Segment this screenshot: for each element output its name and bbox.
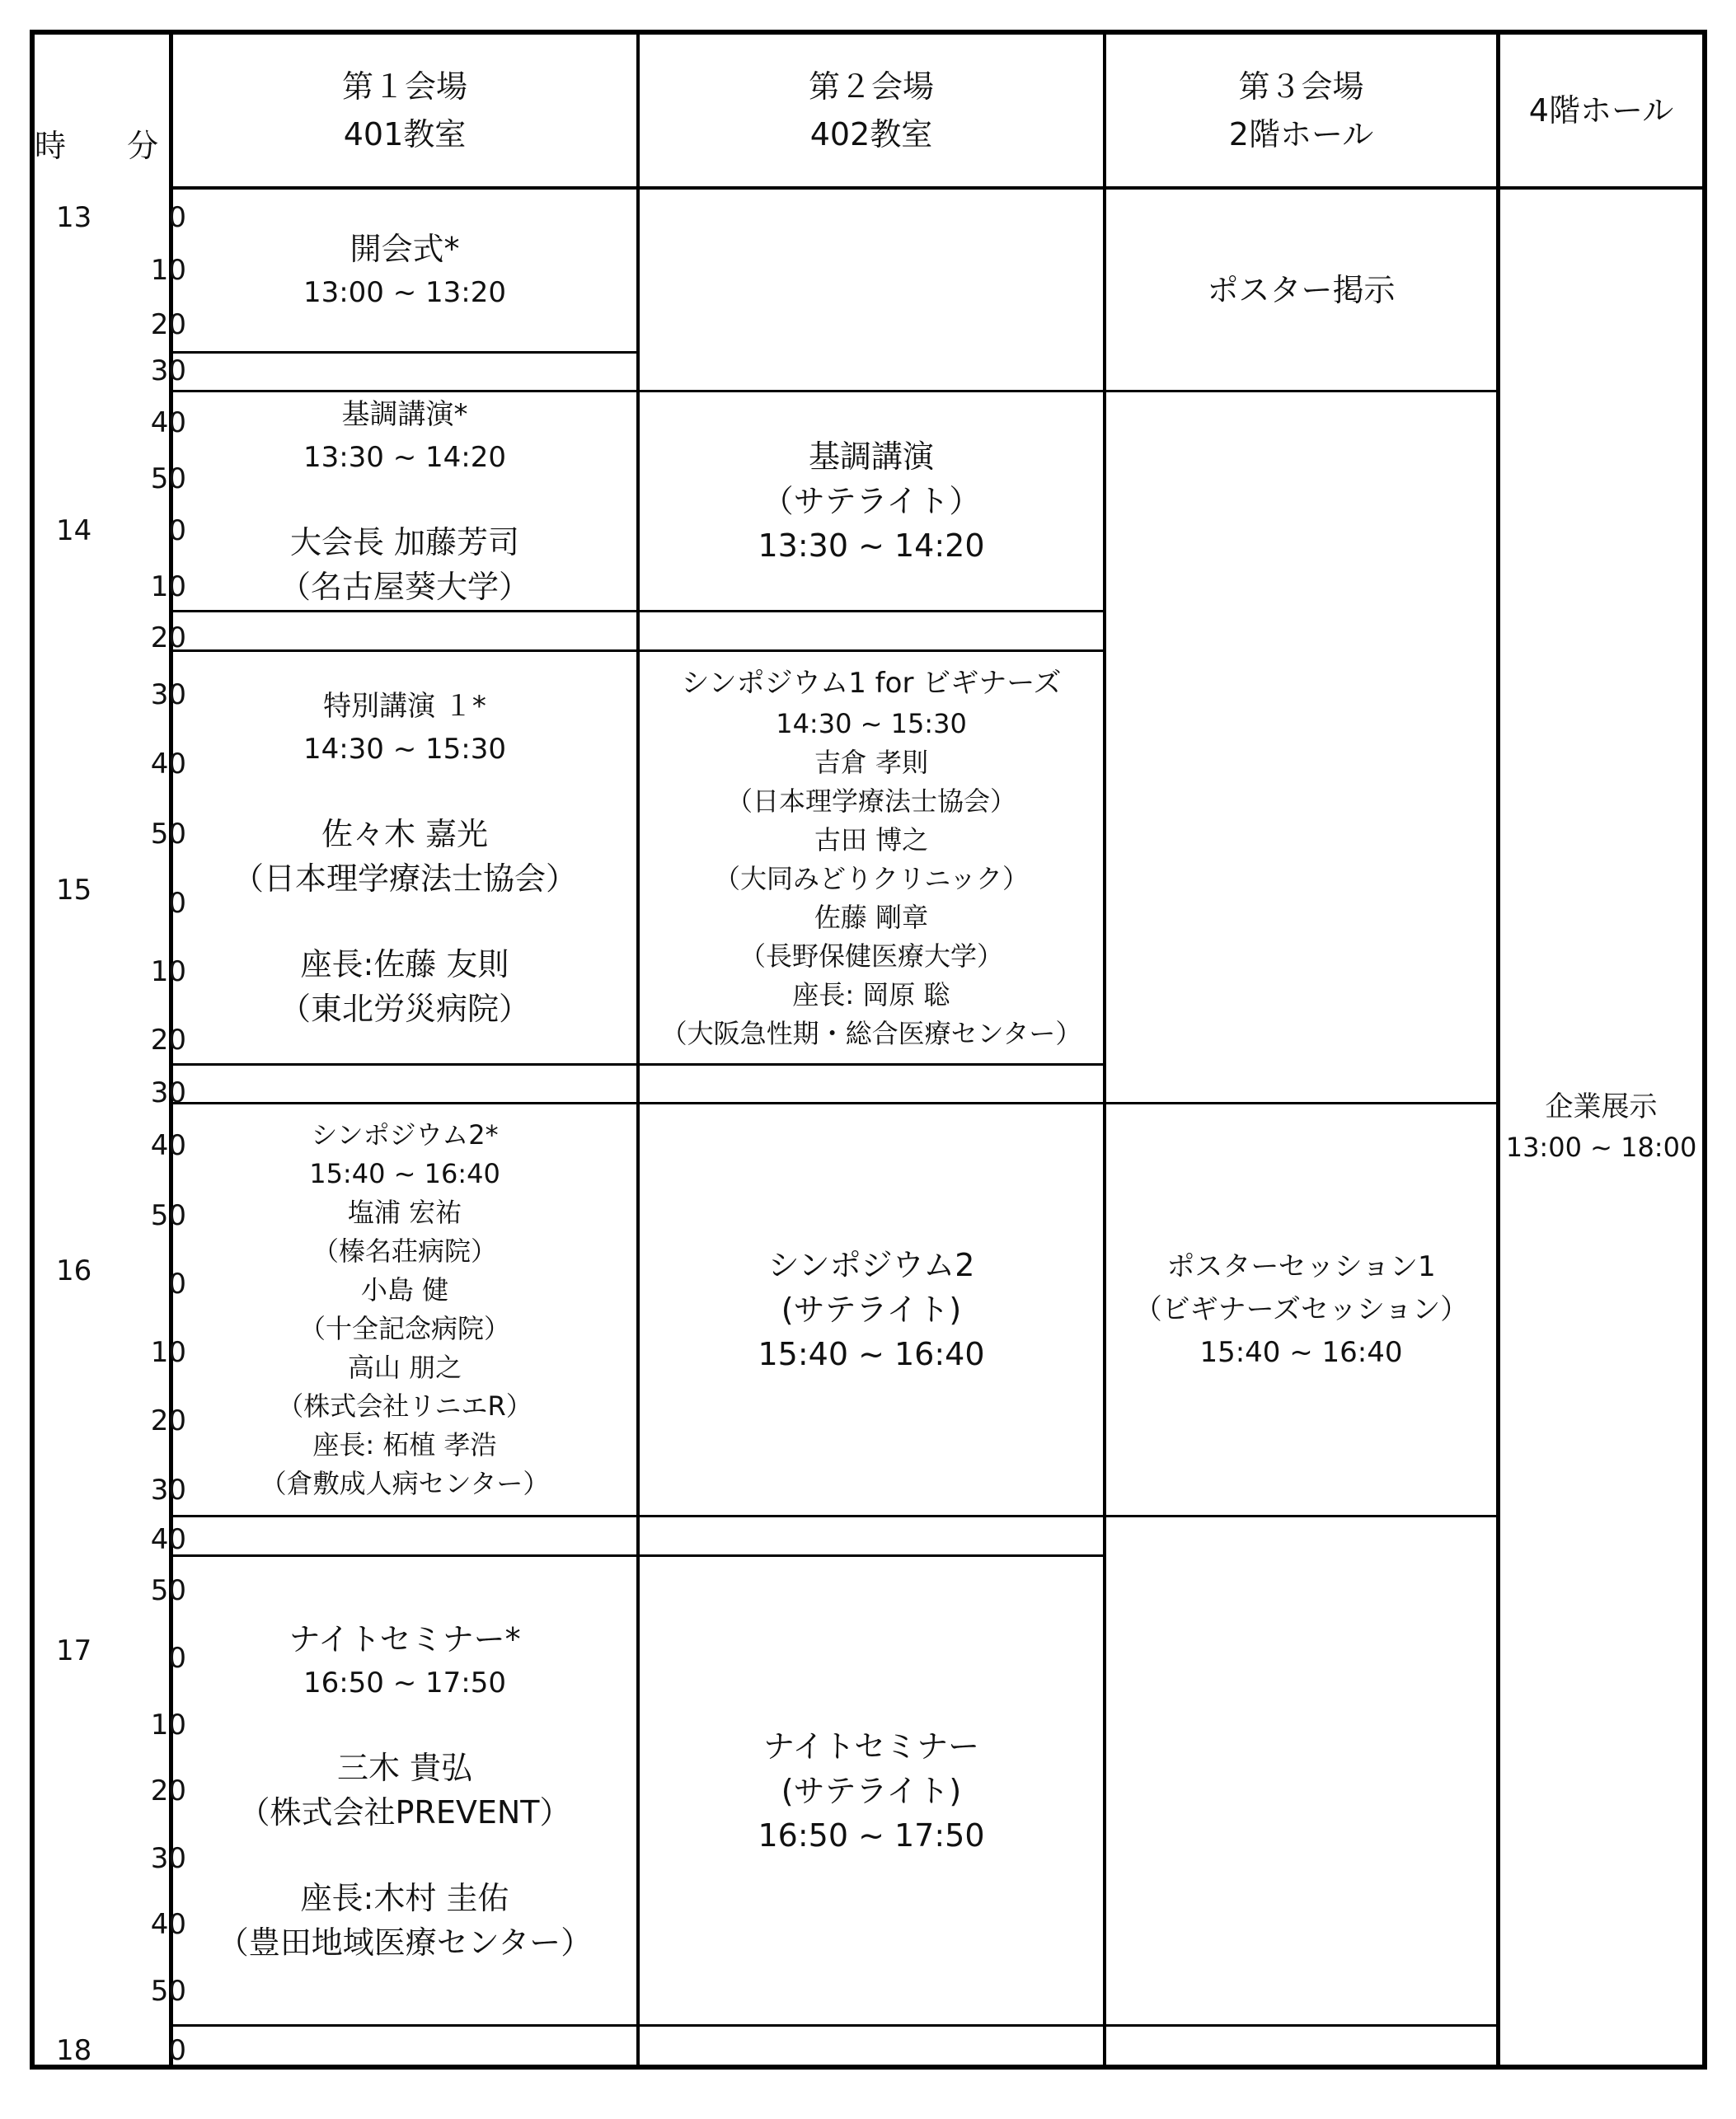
minute-label: 0 — [168, 1268, 186, 1301]
room1-line — [173, 1515, 636, 1517]
minute-label: 50 — [150, 1574, 186, 1607]
session-title: シンポジウム1 for ビギナーズ — [681, 667, 1062, 700]
session-time: 15:40 ~ 16:40 — [309, 1158, 500, 1189]
session-night-seminar — [173, 1557, 636, 2024]
session-title: シンポジウム2 — [767, 1247, 975, 1283]
table-border-right — [1702, 30, 1707, 2070]
session-subtitle: (サテライト) — [781, 1772, 962, 1809]
session-title: 基調講演 — [808, 438, 934, 475]
minute-label: 10 — [150, 1336, 186, 1369]
room2-venue: 402教室 — [809, 116, 933, 152]
panel-line: 小島 健 — [360, 1274, 449, 1306]
session-keynote-satellite — [640, 392, 1103, 610]
session-time: 14:30 ~ 15:30 — [303, 732, 507, 766]
chair-name: 座長:木村 圭佑 — [300, 1879, 509, 1916]
session-time: 14:30 ~ 15:30 — [776, 708, 967, 739]
minute-label: 30 — [150, 354, 186, 387]
minute-label: 0 — [168, 514, 186, 547]
room3-name: 第３会場 — [1238, 68, 1364, 105]
minute-label: 50 — [150, 818, 186, 851]
session-title: 基調講演* — [341, 398, 468, 431]
speaker-name: 三木 貴弘 — [336, 1749, 473, 1786]
session-keynote — [173, 392, 636, 610]
session-subtitle: （ビギナーズセッション） — [1133, 1293, 1469, 1326]
session-symposium2 — [173, 1104, 636, 1515]
panel-line: （長野保健医療大学） — [739, 940, 1003, 972]
session-time: 16:50 ~ 17:50 — [303, 1666, 507, 1699]
session-special-lecture — [173, 652, 636, 1063]
session-title: シンポジウム2* — [311, 1119, 499, 1151]
room1-line — [173, 1063, 636, 1066]
session-symposium2-satellite — [640, 1104, 1103, 1515]
speaker-name: 大会長 加藤芳司 — [289, 524, 520, 560]
minute-header: 分 — [127, 128, 159, 164]
minute-label: 10 — [150, 1709, 186, 1742]
minute-label: 40 — [150, 1523, 186, 1556]
minute-label: 50 — [150, 1199, 186, 1232]
minute-label: 40 — [150, 1908, 186, 1941]
room2-line — [640, 610, 1103, 612]
minute-label: 30 — [150, 678, 186, 711]
minute-label: 10 — [150, 570, 186, 603]
table-border-left — [30, 30, 35, 2070]
panel-line: 高山 朋之 — [347, 1352, 462, 1383]
room2-name: 第２会場 — [808, 68, 934, 105]
minute-label: 20 — [150, 621, 186, 654]
session-time: 13:30 ~ 14:20 — [303, 441, 507, 474]
minute-label: 40 — [150, 406, 186, 439]
minute-label: 30 — [150, 1076, 186, 1109]
panel-line: （株式会社リニエR） — [277, 1390, 533, 1422]
room1-header — [173, 35, 636, 186]
minute-label: 0 — [168, 2034, 186, 2067]
panel-line: 座長: 岡原 聡 — [792, 979, 950, 1010]
session-subtitle: （サテライト） — [762, 483, 981, 519]
hour-label: 16 — [56, 1254, 92, 1287]
room1-line — [173, 351, 636, 354]
session-poster-session1 — [1106, 1104, 1496, 1515]
chair-affiliation: （東北労災病院） — [279, 990, 530, 1027]
session-subtitle: (サテライト) — [781, 1292, 962, 1328]
session-time: 16:50 ~ 17:50 — [758, 1817, 985, 1854]
panel-line: （十全記念病院） — [298, 1313, 510, 1344]
minute-label: 30 — [150, 1842, 186, 1875]
session-time: 13:00 ~ 18:00 — [1505, 1131, 1697, 1163]
session-night-seminar-satellite — [640, 1557, 1103, 2024]
session-title: 企業展示 — [1545, 1090, 1658, 1123]
minute-label: 0 — [168, 887, 186, 920]
session-exhibition — [1500, 1085, 1702, 1167]
minute-label: 50 — [150, 1975, 186, 2008]
session-title: ナイトセミナー* — [289, 1620, 521, 1657]
minute-label: 0 — [168, 201, 186, 234]
room3-header — [1106, 35, 1496, 186]
minute-label: 40 — [150, 748, 186, 781]
panel-line: （大阪急性期・総合医療センター） — [660, 1018, 1082, 1049]
speaker-affiliation: （日本理学療法士協会） — [232, 860, 577, 897]
panel-line: （日本理学療法士協会） — [725, 785, 1016, 817]
room3-line — [1106, 2024, 1496, 2027]
session-poster-display — [1106, 190, 1496, 390]
session-title: ポスターセッション1 — [1166, 1250, 1436, 1283]
room1-line — [173, 610, 636, 612]
session-title: ポスター掲示 — [1207, 271, 1396, 308]
room2-header — [640, 35, 1103, 186]
session-title: ナイトセミナー — [762, 1728, 980, 1765]
minute-label: 20 — [150, 1404, 186, 1437]
session-time: 15:40 ~ 16:40 — [758, 1336, 985, 1372]
panel-line: （倉敷成人病センター） — [260, 1468, 550, 1499]
minute-label: 20 — [150, 308, 186, 341]
panel-line: （榛名荘病院） — [312, 1235, 497, 1267]
session-title: 特別講演 １* — [323, 689, 486, 723]
hour-label: 15 — [56, 874, 92, 907]
table-border-bottom — [30, 2065, 1707, 2070]
panel-line: 座長: 柘植 孝浩 — [312, 1429, 497, 1460]
minute-label: 50 — [150, 462, 186, 495]
session-symposium1 — [640, 652, 1103, 1063]
panel-line: 塩浦 宏祐 — [347, 1197, 462, 1228]
speaker-affiliation: （株式会社PREVENT） — [238, 1793, 571, 1831]
speaker-affiliation: （名古屋葵大学） — [279, 569, 530, 605]
chair-name: 座長:佐藤 友則 — [300, 945, 509, 982]
hour-label: 13 — [56, 201, 92, 234]
minute-label: 10 — [150, 955, 186, 988]
minute-label: 10 — [150, 254, 186, 287]
minute-label: 20 — [150, 1774, 186, 1807]
room1-line — [173, 2024, 636, 2027]
panel-line: 吉倉 孝則 — [814, 747, 929, 778]
speaker-name: 佐々木 嘉光 — [321, 815, 489, 852]
minute-label: 40 — [150, 1129, 186, 1162]
room2-line — [640, 1063, 1103, 1066]
chair-affiliation: （豊田地域医療センター） — [217, 1924, 593, 1961]
minute-label: 0 — [168, 1642, 186, 1675]
time-header — [35, 120, 158, 166]
room3-venue: 2階ホール — [1228, 116, 1374, 152]
hour-label: 17 — [56, 1634, 92, 1667]
session-time: 15:40 ~ 16:40 — [1199, 1336, 1403, 1369]
room1-venue: 401教室 — [343, 116, 467, 152]
session-time: 13:30 ~ 14:20 — [758, 527, 985, 564]
room4-header — [1500, 35, 1702, 186]
room1-name: 第１会場 — [341, 68, 467, 105]
hour-label: 18 — [56, 2034, 92, 2067]
room3-line — [1106, 1515, 1496, 1517]
panel-line: （大同みどりクリニック） — [713, 863, 1030, 894]
session-opening — [173, 190, 636, 351]
session-title: 開会式* — [350, 231, 460, 267]
minute-label: 20 — [150, 1024, 186, 1057]
panel-line: 古田 博之 — [814, 824, 929, 856]
room4-name: 4階ホール — [1528, 92, 1674, 129]
schedule-table — [30, 30, 1707, 2070]
hour-header: 時 — [35, 128, 67, 164]
room3-line — [1106, 390, 1496, 392]
session-time: 13:00 ~ 13:20 — [303, 276, 507, 309]
room2-line — [640, 2024, 1103, 2027]
panel-line: 佐藤 剛章 — [814, 902, 929, 933]
room2-line — [640, 1515, 1103, 1517]
hour-label: 14 — [56, 514, 92, 547]
minute-label: 30 — [150, 1474, 186, 1507]
divider-room3 — [1496, 30, 1500, 2070]
